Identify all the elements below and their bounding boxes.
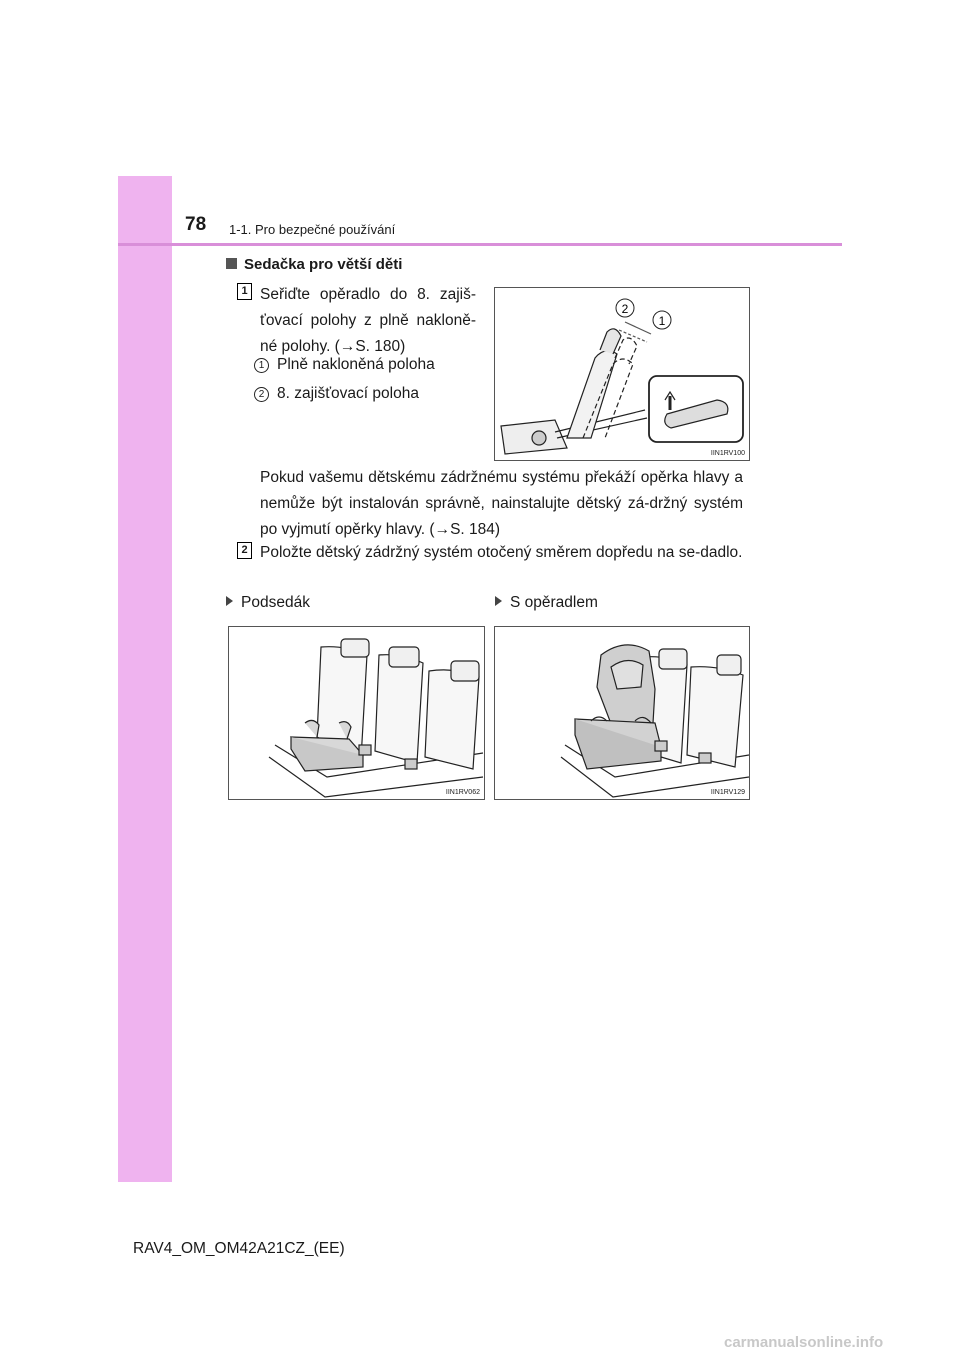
callout-1 (254, 356, 435, 374)
step-badge-1: 1 (237, 283, 252, 300)
highback-illustration (495, 627, 749, 799)
section-heading-text: Sedačka pro větší děti (244, 256, 403, 273)
seatback-illustration (495, 288, 749, 460)
watermark: carmanualsonline.info (724, 1334, 884, 1351)
booster-illustration (229, 627, 484, 799)
header-rule (118, 243, 842, 246)
circled-number-icon: 2 (254, 387, 269, 402)
marker-1-label: 1 (658, 314, 666, 328)
booster-seat-figure (228, 626, 485, 800)
step-2-text: Položte dětský zádržný systém otočený směrem dopředu na se-dadlo. (260, 544, 743, 561)
callout-1-label: Plně nakloněná poloha (277, 356, 435, 373)
triangle-bullet-icon (226, 596, 233, 606)
section-title: 1-1. Pro bezpečné používání (229, 222, 396, 237)
circled-number-icon: 1 (254, 358, 269, 373)
marker-2-label: 2 (621, 302, 629, 316)
figure-code: IIN1RV129 (710, 789, 745, 796)
option-booster (226, 594, 310, 612)
step-1-text: Seřiďte opěradlo do 8. zajiš-ťovací polohy z plně nakloně-né polohy. (→S. 180) (260, 286, 476, 355)
section-heading (226, 256, 402, 273)
option-highback-label: S opěradlem (510, 594, 598, 611)
option-booster-label: Podsedák (241, 594, 310, 611)
side-tab (118, 176, 172, 1182)
footer-doc-id: RAV4_OM_OM42A21CZ_(EE) (133, 1240, 345, 1257)
square-bullet-icon (226, 258, 237, 269)
highback-seat-figure (494, 626, 750, 800)
callout-2 (254, 385, 419, 403)
figure-code: IIN1RV062 (445, 789, 480, 796)
figure-code: IIN1RV100 (710, 450, 745, 457)
step-1-note: Pokud vašemu dětskému zádržnému systému překáží opěrka hlavy a nemůže být instalován správně, nainstalujte dětský zá-držný systém po vyjmutí opěrky hlavy. (→S. 184) (260, 469, 743, 538)
callout-2-label: 8. zajišťovací poloha (277, 385, 419, 402)
step-badge-2: 2 (237, 542, 252, 559)
triangle-bullet-icon (495, 596, 502, 606)
seatback-adjust-figure (494, 287, 750, 461)
page-number: 78 (185, 214, 207, 235)
option-highback (495, 594, 598, 612)
